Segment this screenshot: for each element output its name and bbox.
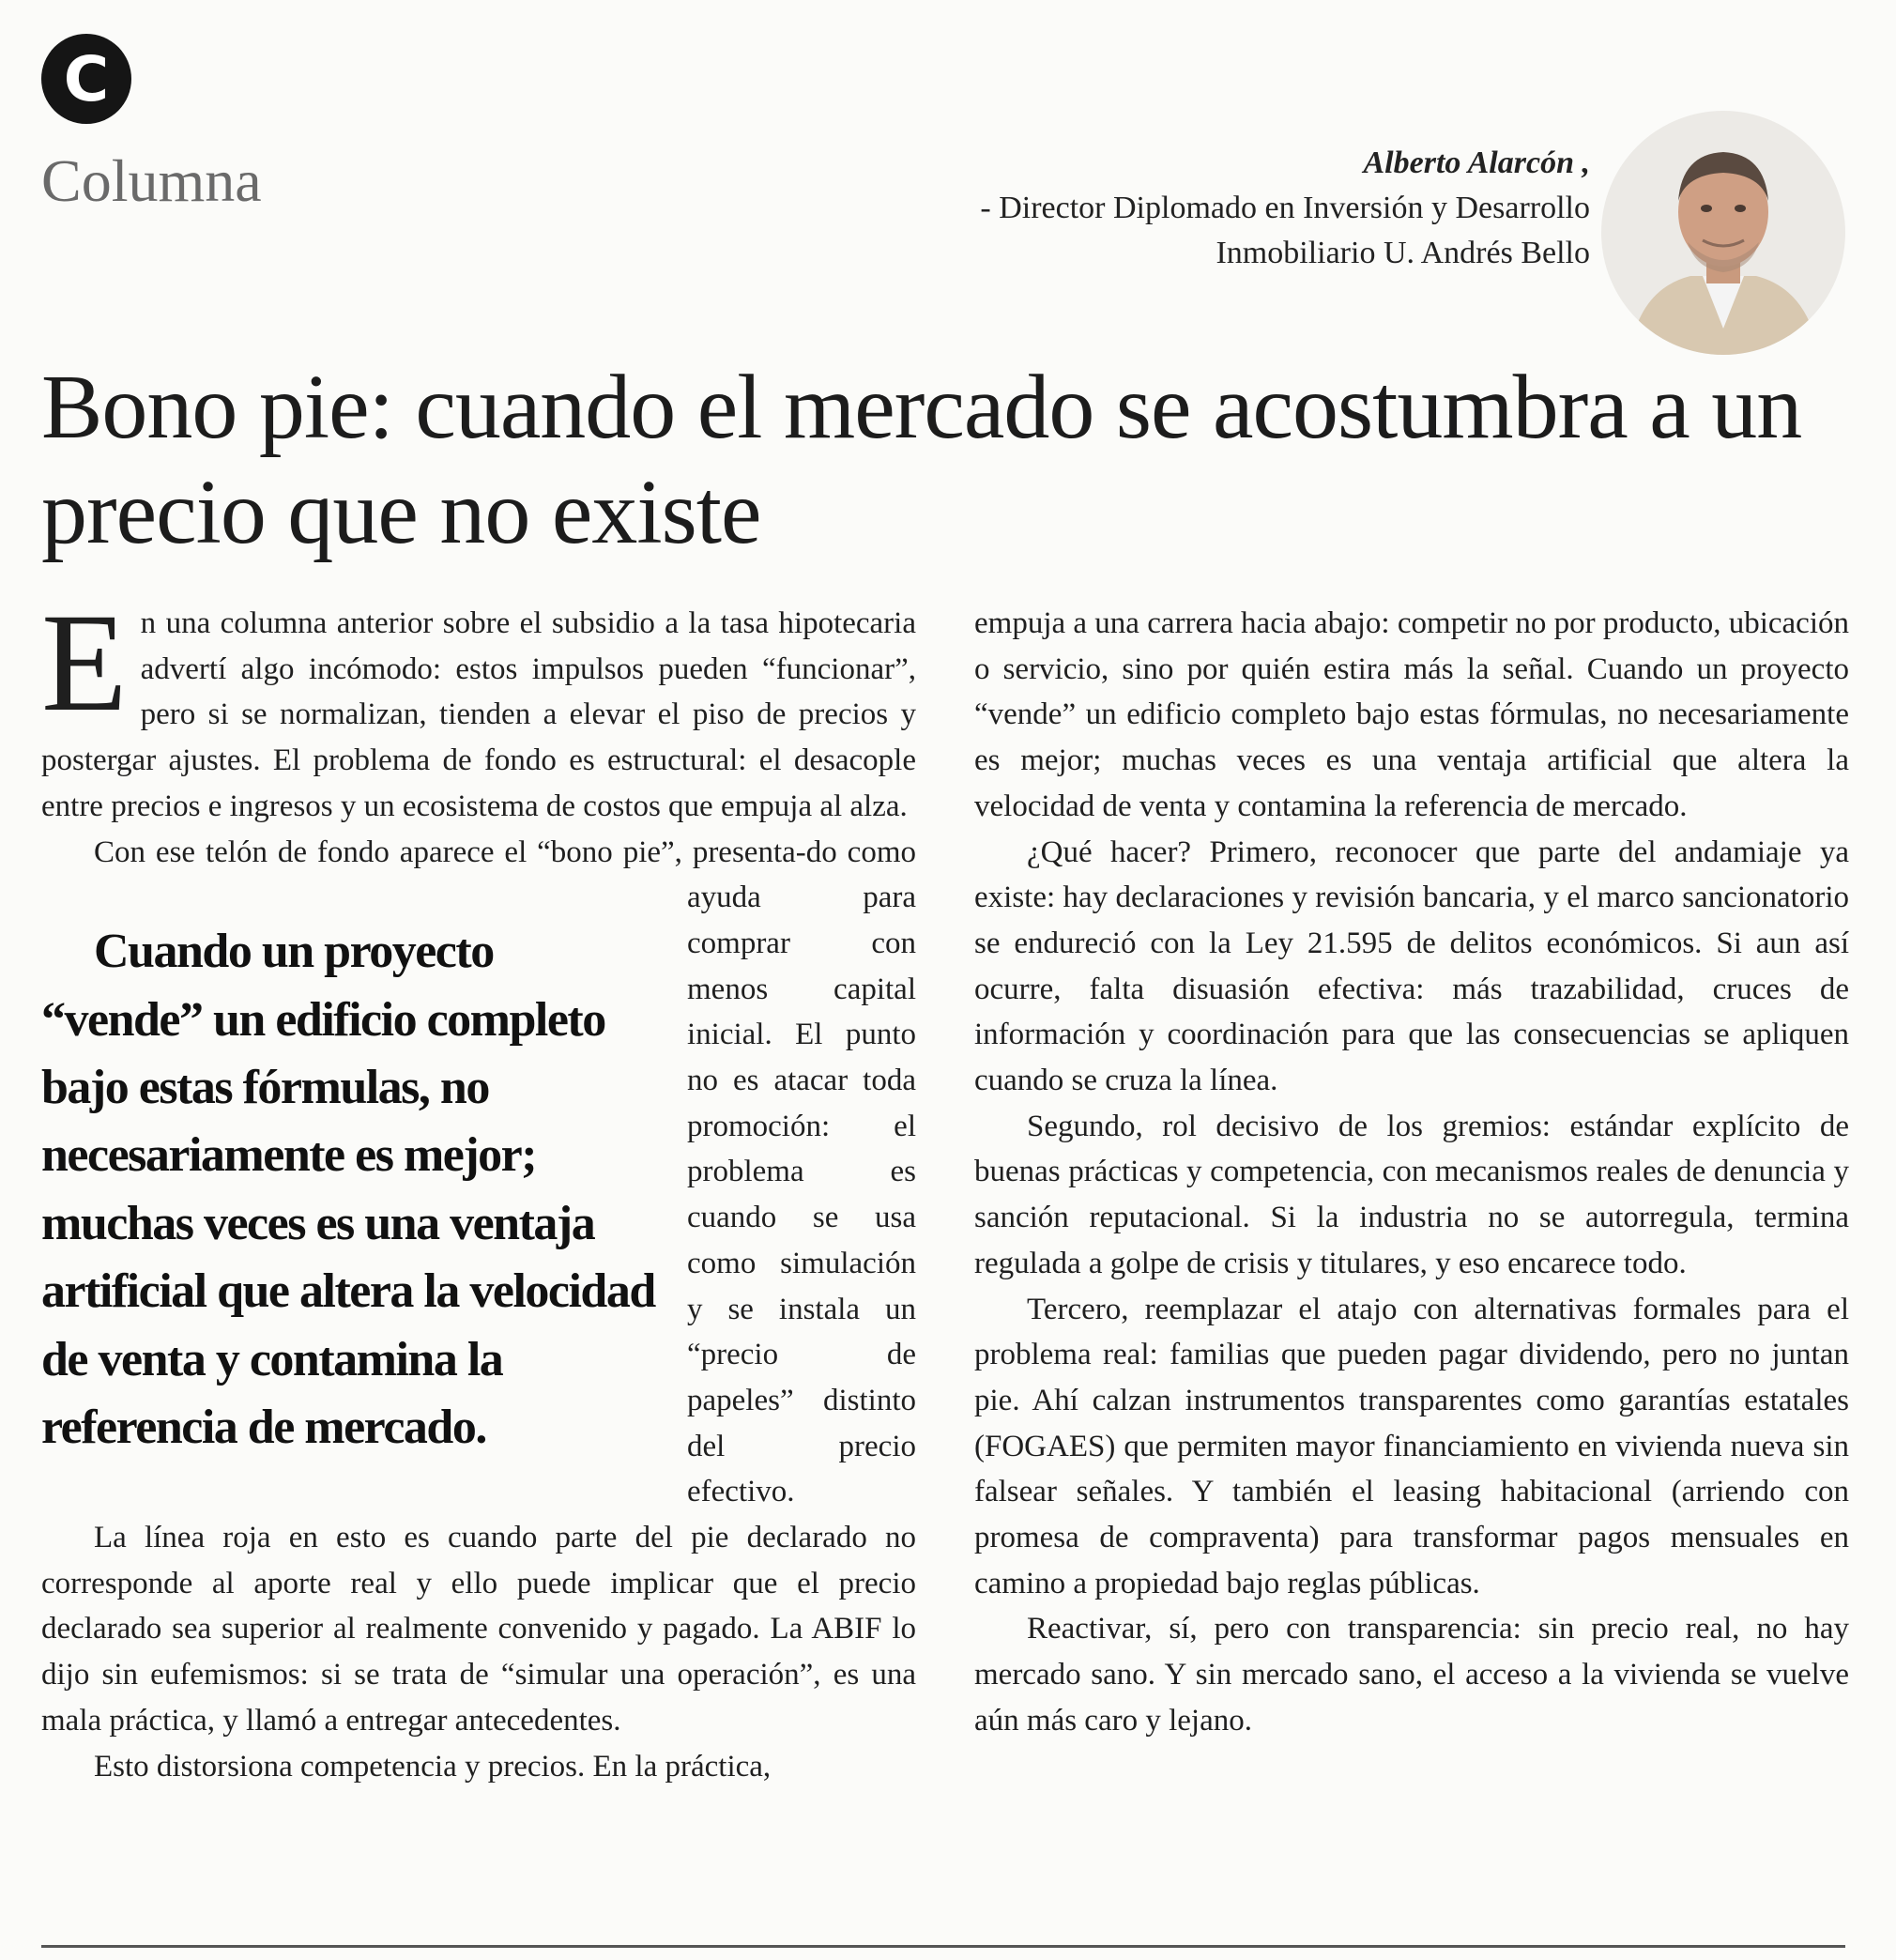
section-badge: C xyxy=(41,34,131,124)
author-portrait-image xyxy=(1601,111,1845,355)
paragraph-6: Segundo, rol decisivo de los gremios: estándar explícito de buenas prácticas y competencia, con mecanismos reales de denuncia y sanción reputacional. Si la industria no se autorregula, termina regulada a golpe de crisis y titulares, y eso encarece todo. xyxy=(974,1109,1849,1280)
headline: Bono pie: cuando el mercado se acostumbra a un precio que no existe xyxy=(41,357,1802,563)
author-title-line-1: - Director Diplomado en Inversión y Desarrollo xyxy=(980,191,1590,225)
paragraph-2-lead: Con ese telón de fondo aparece el “bono pie”, presenta- xyxy=(94,835,806,869)
author-name: Alberto Alarcón , xyxy=(1363,145,1590,180)
paragraph-7: Tercero, reemplazar el atajo con alternativas formales para el problema real: familias que pueden pagar dividendo, pero no juntan pie. Ahí calzan instrumentos transparentes como garantías estatales (FOGAES) que permiten mayor financiamiento en vivienda nueva sin falsear señales. Y también el leasing habitacional (arriendo con promesa de compraventa) para transformar pagos mensuales en camino a propiedad bajo reglas públicas. xyxy=(974,1292,1849,1600)
paragraph-2-tail: do como ayuda para comprar con menos capital inicial. El punto no es atacar toda promoción: el problema es cuando se usa como simulación y se instala un “precio de papeles” distinto del precio efectivo. xyxy=(687,835,916,1509)
article-column-left xyxy=(41,585,916,1789)
drop-cap: E xyxy=(41,585,128,741)
paragraph-1-text: n una columna anterior sobre el subsidio a la tasa hipotecaria advertí algo incómodo: estos impulsos pueden “funcionar”, pero si se normalizan, tienden a elevar el piso de precios y postergar ajustes. El problema de fondo es estructural: el desacople entre precios e ingresos y un ecosistema de costos que empuja al alza. xyxy=(41,606,916,823)
paragraph-3: La línea roja en esto es cuando parte del pie declarado no corresponde al aporte real y ello puede implicar que el precio declarado sea superior al realmente convenido y pagado. La ABIF lo dijo sin eufemismos: si se trata de “simular una operación”, es una mala práctica, y llamó a entregar antecedentes. xyxy=(41,1521,916,1738)
author-photo xyxy=(1601,111,1845,355)
paragraph-1 xyxy=(41,585,916,830)
author-title-line-2: Inmobiliario U. Andrés Bello xyxy=(1216,236,1590,270)
article-column-right xyxy=(974,601,1849,1744)
section-label: Columna xyxy=(41,147,262,214)
paragraph-4-continued: empuja a una carrera hacia abajo: competir no por producto, ubicación o servicio, sino por quién estira más la señal. Cuando un proyecto “vende” un edificio completo bajo estas fórmulas, no necesariamente es mejor; muchas veces es una ventaja artificial que altera la velocidad de venta y contamina la referencia de mercado. xyxy=(974,606,1849,823)
author-byline xyxy=(980,141,1590,276)
paragraph-2 xyxy=(41,830,916,1516)
paragraph-4-start: Esto distorsiona competencia y precios. En la práctica, xyxy=(94,1749,772,1784)
pull-quote: Cuando un proyecto “vende” un edificio completo bajo estas fórmulas, no necesariamente es mejor; muchas veces es una ventaja artificial que altera la velocidad de venta y contamina la referencia de mercado. xyxy=(41,925,655,1455)
paragraph-5: ¿Qué hacer? Primero, reconocer que parte del andamiaje ya existe: hay declaraciones y revisión bancaria, y el marco sancionatorio se endureció con la Ley 21.595 de delitos económicos. Si aun así ocurre, falta disuasión efectiva: más trazabilidad, cruces de información y coordinación para que las consecuencias se apliquen cuando se cruza la línea. xyxy=(974,835,1849,1098)
bottom-rule xyxy=(41,1945,1845,1948)
paragraph-8: Reactivar, sí, pero con transparencia: sin precio real, no hay mercado sano. Y sin mercado sano, el acceso a la vivienda se vuelve aún más caro y lejano. xyxy=(974,1612,1849,1738)
